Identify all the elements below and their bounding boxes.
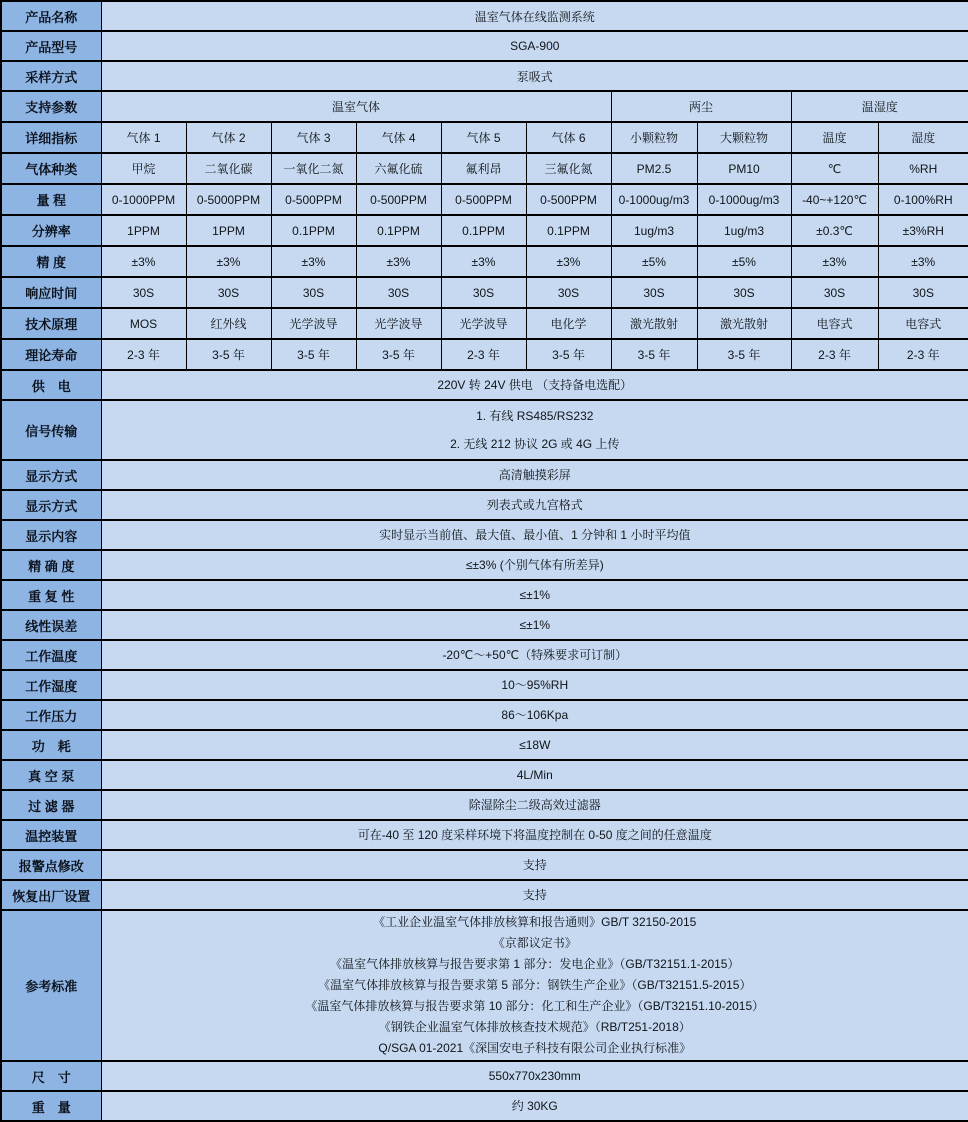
- row-label: 工作湿度: [1, 670, 101, 700]
- table-row: [1, 1091, 968, 1121]
- row-value-line: 220V 转 24V 供电 （支持备电选配）: [437, 378, 633, 392]
- spec-cell: 气体 2: [186, 122, 271, 153]
- row-value-line: 《温室气体排放核算与报告要求第 1 部分：发电企业》（GB/T32151.1-2015）: [330, 957, 740, 971]
- spec-cell: 三氟化氮: [526, 153, 611, 184]
- spec-cell: 0-1000PPM: [101, 184, 186, 215]
- row-value-line: ≤±1%: [519, 618, 551, 632]
- table-row: [1, 880, 968, 910]
- spec-cell: 光学波导: [441, 308, 526, 339]
- spec-cell: 气体 5: [441, 122, 526, 153]
- spec-cell: 1ug/m3: [697, 215, 791, 246]
- row-value: [101, 790, 968, 820]
- spec-cell: 光学波导: [356, 308, 441, 339]
- spec-cell: PM10: [697, 153, 791, 184]
- row-label: 显示方式: [1, 460, 101, 490]
- spec-cell: ±3%: [791, 246, 878, 277]
- table-row: [1, 850, 968, 880]
- row-value: [101, 370, 968, 400]
- spec-cell: 2-3 年: [441, 339, 526, 370]
- spec-cell: ±3%: [441, 246, 526, 277]
- row-value: [101, 850, 968, 880]
- row-label: 功 耗: [1, 730, 101, 760]
- spec-cell: 氟利昂: [441, 153, 526, 184]
- spec-table-body: [1, 1, 968, 1121]
- row-label: 线性误差: [1, 610, 101, 640]
- spec-cell: 30S: [356, 277, 441, 308]
- table-row: [1, 700, 968, 730]
- table-row: [1, 760, 968, 790]
- table-row: [1, 122, 968, 153]
- spec-cell: 1PPM: [186, 215, 271, 246]
- spec-cell: ℃: [791, 153, 878, 184]
- row-label: 重 复 性: [1, 580, 101, 610]
- row-value: [101, 460, 968, 490]
- spec-cell: 0.1PPM: [356, 215, 441, 246]
- spec-cell: PM2.5: [611, 153, 697, 184]
- table-row: [1, 1061, 968, 1091]
- table-row: [1, 550, 968, 580]
- table-row: [1, 339, 968, 370]
- spec-cell: 30S: [271, 277, 356, 308]
- table-row: [1, 910, 968, 1061]
- spec-cell: ±5%: [697, 246, 791, 277]
- row-value: [101, 760, 968, 790]
- spec-cell: 0-100%RH: [878, 184, 968, 215]
- spec-cell: 电容式: [791, 308, 878, 339]
- row-label: 显示方式: [1, 490, 101, 520]
- row-value-line: 1. 有线 RS485/RS232: [476, 409, 594, 423]
- table-row: [1, 520, 968, 550]
- spec-cell: 3-5 年: [526, 339, 611, 370]
- row-label: 理论寿命: [1, 339, 101, 370]
- table-row: [1, 790, 968, 820]
- row-label: 温控装置: [1, 820, 101, 850]
- spec-cell: ±3%: [878, 246, 968, 277]
- spec-cell: 3-5 年: [186, 339, 271, 370]
- row-label: 重 量: [1, 1091, 101, 1121]
- param-group-cell: 两尘: [611, 91, 791, 122]
- row-value-line: ≤18W: [519, 738, 551, 752]
- row-value-line: 支持: [522, 858, 547, 872]
- spec-cell: 3-5 年: [356, 339, 441, 370]
- row-value: [101, 610, 968, 640]
- spec-cell: 3-5 年: [697, 339, 791, 370]
- row-label: 恢复出厂设置: [1, 880, 101, 910]
- row-value: [101, 1091, 968, 1121]
- row-value: [101, 550, 968, 580]
- row-value-line: 约 30KG: [511, 1099, 558, 1113]
- row-label: 参考标准: [1, 910, 101, 1061]
- table-row: [1, 730, 968, 760]
- spec-cell: 2-3 年: [791, 339, 878, 370]
- row-value-line: 可在-40 至 120 度采样环境下将温度控制在 0-50 度之间的任意温度: [357, 828, 712, 842]
- spec-cell: ±5%: [611, 246, 697, 277]
- table-row: [1, 610, 968, 640]
- spec-cell: 红外线: [186, 308, 271, 339]
- spec-cell: 甲烷: [101, 153, 186, 184]
- row-value-line: 支持: [522, 888, 547, 902]
- spec-cell: 气体 3: [271, 122, 356, 153]
- row-value-line: -20℃～+50℃（特殊要求可订制）: [442, 648, 628, 662]
- table-row: [1, 246, 968, 277]
- spec-cell: 激光散射: [697, 308, 791, 339]
- spec-cell: 1PPM: [101, 215, 186, 246]
- row-label: 信号传输: [1, 400, 101, 460]
- spec-cell: ±3%RH: [878, 215, 968, 246]
- spec-cell: 1ug/m3: [611, 215, 697, 246]
- table-row: [1, 31, 968, 61]
- spec-cell: -40~+120℃: [791, 184, 878, 215]
- row-label: 采样方式: [1, 61, 101, 91]
- row-label: 分辨率: [1, 215, 101, 246]
- param-group-cell: 温湿度: [791, 91, 968, 122]
- row-label: 产品型号: [1, 31, 101, 61]
- spec-cell: ±3%: [356, 246, 441, 277]
- table-row: [1, 277, 968, 308]
- spec-cell: 气体 1: [101, 122, 186, 153]
- table-row: [1, 1, 968, 31]
- row-value: [101, 880, 968, 910]
- row-value: 泵吸式: [101, 61, 968, 91]
- row-label: 显示内容: [1, 520, 101, 550]
- spec-cell: 30S: [611, 277, 697, 308]
- spec-cell: ±3%: [271, 246, 356, 277]
- row-label: 气体种类: [1, 153, 101, 184]
- row-value-line: 列表式或九宫格式: [486, 498, 583, 512]
- row-value-line: 2. 无线 212 协议 2G 或 4G 上传: [450, 437, 620, 451]
- spec-cell: 气体 4: [356, 122, 441, 153]
- row-value-line: 86～106Kpa: [501, 708, 569, 722]
- row-label: 工作压力: [1, 700, 101, 730]
- row-label: 精 确 度: [1, 550, 101, 580]
- spec-cell: 0-500PPM: [356, 184, 441, 215]
- row-label: 尺 寸: [1, 1061, 101, 1091]
- spec-cell: 0.1PPM: [271, 215, 356, 246]
- row-value-line: 4L/Min: [516, 768, 553, 782]
- spec-cell: 光学波导: [271, 308, 356, 339]
- spec-cell: ±3%: [101, 246, 186, 277]
- table-row: [1, 580, 968, 610]
- row-value-line: 《温室气体排放核算与报告要求第 5 部分：钢铁生产企业》（GB/T32151.5-2015）: [318, 978, 752, 992]
- row-value: [101, 1061, 968, 1091]
- spec-cell: 30S: [526, 277, 611, 308]
- spec-cell: 3-5 年: [611, 339, 697, 370]
- row-value-line: 《钢铁企业温室气体排放核查技术规范》（RB/T251-2018）: [378, 1020, 691, 1034]
- row-value-line: 《温室气体排放核算与报告要求第 10 部分：化工和生产企业》（GB/T32151.10-2015）: [305, 999, 765, 1013]
- row-value: [101, 580, 968, 610]
- row-value: [101, 400, 968, 460]
- spec-cell: 一氧化二氮: [271, 153, 356, 184]
- row-value: [101, 670, 968, 700]
- param-group-cell: 温室气体: [101, 91, 611, 122]
- row-value-line: 550x770x230mm: [488, 1069, 581, 1083]
- row-value: [101, 700, 968, 730]
- row-value-line: Q/SGA 01-2021《深国安电子科技有限公司企业执行标准》: [378, 1041, 692, 1055]
- row-value-line: ≤±3% (个别气体有所差异): [465, 558, 604, 572]
- table-row: [1, 61, 968, 91]
- spec-cell: 30S: [791, 277, 878, 308]
- spec-cell: MOS: [101, 308, 186, 339]
- row-value: [101, 520, 968, 550]
- table-row: [1, 820, 968, 850]
- spec-cell: 小颗粒物: [611, 122, 697, 153]
- row-value: [101, 910, 968, 1061]
- row-label: 技术原理: [1, 308, 101, 339]
- row-value-line: 10～95%RH: [501, 678, 569, 692]
- spec-cell: 30S: [878, 277, 968, 308]
- row-label: 精 度: [1, 246, 101, 277]
- table-row: [1, 400, 968, 460]
- spec-cell: 湿度: [878, 122, 968, 153]
- spec-cell: ±3%: [526, 246, 611, 277]
- row-value: [101, 820, 968, 850]
- table-row: [1, 153, 968, 184]
- spec-cell: 0-500PPM: [441, 184, 526, 215]
- row-value: [101, 640, 968, 670]
- spec-cell: 大颗粒物: [697, 122, 791, 153]
- spec-cell: 激光散射: [611, 308, 697, 339]
- spec-cell: 30S: [441, 277, 526, 308]
- table-row: [1, 370, 968, 400]
- spec-cell: ±3%: [186, 246, 271, 277]
- spec-cell: 电化学: [526, 308, 611, 339]
- spec-cell: 电容式: [878, 308, 968, 339]
- table-row: [1, 640, 968, 670]
- row-label: 过 滤 器: [1, 790, 101, 820]
- spec-cell: 30S: [101, 277, 186, 308]
- spec-cell: 3-5 年: [271, 339, 356, 370]
- spec-cell: 0-500PPM: [271, 184, 356, 215]
- spec-cell: 0-1000ug/m3: [697, 184, 791, 215]
- spec-cell: 0-500PPM: [526, 184, 611, 215]
- row-value: [101, 730, 968, 760]
- table-row: [1, 670, 968, 700]
- row-value: SGA-900: [101, 31, 968, 61]
- row-value-line: 除湿除尘二级高效过滤器: [468, 798, 601, 812]
- spec-cell: 0.1PPM: [441, 215, 526, 246]
- spec-cell: 2-3 年: [878, 339, 968, 370]
- table-row: [1, 460, 968, 490]
- row-value-line: 《工业企业温室气体排放核算和报告通则》GB/T 32150-2015: [373, 915, 697, 929]
- row-value-line: 高清触摸彩屏: [498, 468, 571, 482]
- row-label: 响应时间: [1, 277, 101, 308]
- param-group-row: [1, 91, 968, 122]
- spec-cell: 2-3 年: [101, 339, 186, 370]
- row-label: 量 程: [1, 184, 101, 215]
- spec-cell: ±0.3℃: [791, 215, 878, 246]
- spec-cell: 0.1PPM: [526, 215, 611, 246]
- table-row: [1, 308, 968, 339]
- spec-cell: 温度: [791, 122, 878, 153]
- spec-cell: 0-5000PPM: [186, 184, 271, 215]
- row-label: 真 空 泵: [1, 760, 101, 790]
- row-label: 详细指标: [1, 122, 101, 153]
- row-label: 产品名称: [1, 1, 101, 31]
- row-value-line: ≤±1%: [519, 588, 551, 602]
- row-label: 支持参数: [1, 91, 101, 122]
- spec-cell: 二氧化碳: [186, 153, 271, 184]
- row-value-line: 《京都议定书》: [492, 936, 577, 950]
- spec-cell: %RH: [878, 153, 968, 184]
- spec-cell: 30S: [697, 277, 791, 308]
- table-row: [1, 490, 968, 520]
- row-value: [101, 490, 968, 520]
- row-label: 供 电: [1, 370, 101, 400]
- spec-cell: 0-1000ug/m3: [611, 184, 697, 215]
- row-value-line: 实时显示当前值、最大值、最小值、1 分钟和 1 小时平均值: [379, 528, 691, 542]
- row-value: 温室气体在线监测系统: [101, 1, 968, 31]
- spec-cell: 30S: [186, 277, 271, 308]
- table-row: [1, 184, 968, 215]
- spec-cell: 六氟化硫: [356, 153, 441, 184]
- table-row: [1, 215, 968, 246]
- row-label: 报警点修改: [1, 850, 101, 880]
- spec-cell: 气体 6: [526, 122, 611, 153]
- row-label: 工作温度: [1, 640, 101, 670]
